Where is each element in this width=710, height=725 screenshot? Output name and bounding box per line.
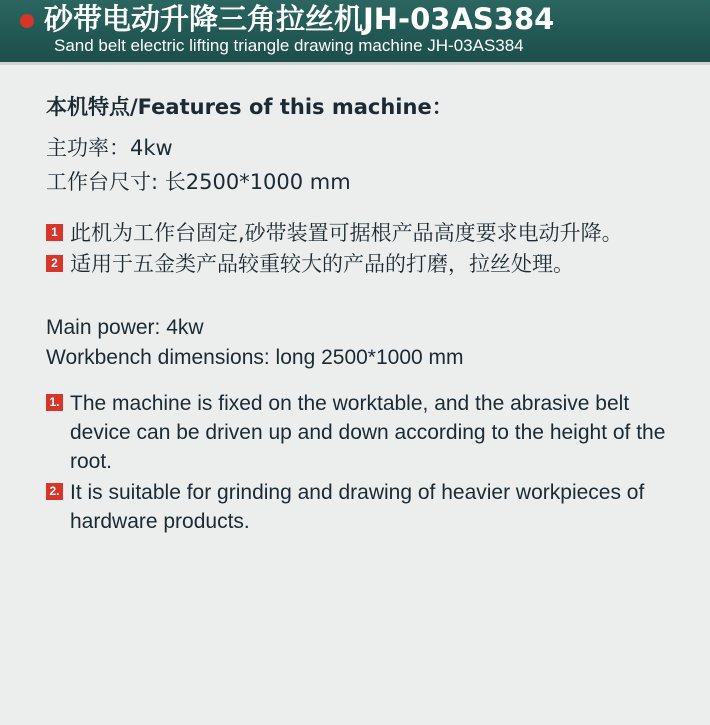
english-spec-block [46,313,686,373]
list-number-badge: 1 [46,224,63,241]
spec-cn-power: 主功率：4kw [46,136,173,160]
red-dot-icon [20,14,34,28]
page-title-cn: 砂带电动升降三角拉丝机JH-03AS384 [44,2,555,36]
title-banner-inner [0,0,710,62]
list-item [46,250,686,279]
list-item-text: 此机为工作台固定,砂带装置可据根产品高度要求电动升降。 [70,221,623,245]
feature-list-en [46,389,686,536]
list-item-text: The machine is fixed on the worktable, and the abrasive belt device can be driven up and down according to the height of the root. [70,392,666,473]
features-heading: 本机特点/Features of this machine： [46,95,453,119]
list-item [46,478,686,536]
spec-cn-workbench: 工作台尺寸: 长2500*1000 mm [46,170,351,194]
spec-en-workbench: Workbench dimensions: long 2500*1000 mm [46,346,464,369]
list-item [46,219,686,248]
list-number-badge: 2 [46,255,63,272]
list-number-badge: 1. [46,394,63,411]
title-banner [0,0,710,62]
page-title-en: Sand belt electric lifting triangle drawing machine JH-03AS384 [54,36,524,55]
list-item [46,389,686,476]
list-number-badge: 2. [46,483,63,500]
spec-en-power: Main power: 4kw [46,316,204,339]
feature-list-cn [46,219,686,279]
list-item-text: 适用于五金类产品较重较大的产品的打磨，拉丝处理。 [70,252,574,276]
list-item-text: It is suitable for grinding and drawing of heavier workpieces of hardware products. [70,481,645,533]
content-area [0,65,710,538]
